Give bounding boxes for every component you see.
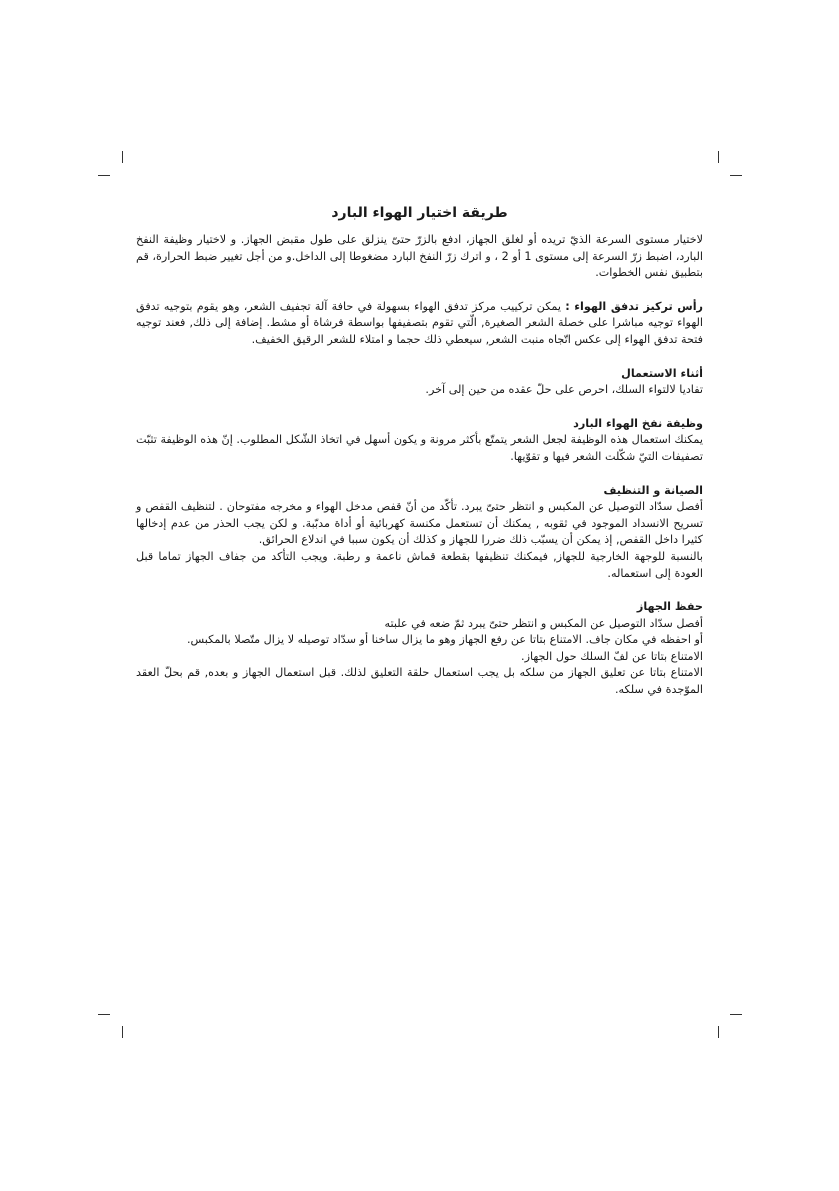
section-heading: أثناء الاستعمال bbox=[621, 366, 703, 380]
paragraph-text: الامتناع بتاتا عن لفّ السلك حول الجهاز. bbox=[521, 649, 703, 663]
paragraph-text: يمكنك استعمال هذه الوظيفة لجعل الشعر يتمتّع بأكثر مرونة و يكون أسهل في اتخاذ الشّكل المطلوب. إنّ هذه الوظيفة تثبّت تصفيفات التيّ شكّلت الشعر فيها و تقوّيها. bbox=[136, 433, 703, 463]
paragraph bbox=[136, 432, 703, 465]
paragraph-lead: رأس تركيز تدفق الهواء : bbox=[565, 299, 703, 313]
document-section bbox=[136, 483, 703, 583]
paragraph-text: يمكن تركييب مركز تدفق الهواء بسهولة في حافة آلة تجفيف الشعر، وهو يقوم بتوجيه تدفق الهواء توجيه مباشرا على خصلة الشعر الصغيرة, الّتي تقوم بتصفيفها بواسطة فرشاة أو مشط. إضافة إلى ذلك, فعند توجيه فتحة تدفق الهواء إلى عكس اتّجاه منبت الشعر, سيعطي ذلك حجما و امتلاء للشعر الرقيق الخفيف. bbox=[136, 299, 703, 346]
paragraph bbox=[136, 632, 703, 649]
crop-mark-top-left-vertical bbox=[122, 151, 123, 163]
crop-mark-top-left-horizontal bbox=[98, 175, 110, 176]
page-title: طريقة اختيار الهواء البارد bbox=[331, 205, 508, 221]
crop-mark-bottom-left-horizontal bbox=[98, 1014, 110, 1015]
paragraph-text: بالنسبة للوجهة الخارجية للجهاز, فيمكنك تنظيفها بقطعة قماش ناعمة و رطبة. ويجب التأكد من جفاف الجهاز تماما قبل العودة إلى استعماله. bbox=[136, 549, 703, 580]
crop-mark-top-right-vertical bbox=[718, 151, 719, 163]
paragraph bbox=[136, 549, 703, 582]
paragraph bbox=[136, 232, 703, 282]
section-heading: الصيانة و التنظيف bbox=[603, 483, 703, 497]
paragraph bbox=[136, 649, 703, 666]
document-section bbox=[136, 599, 703, 699]
paragraph bbox=[136, 499, 703, 549]
section-heading: وظيفة نفخ الهواء البارد bbox=[573, 416, 703, 430]
paragraph-text: تفاديا لالتواء السلك، احرص على حلّ عقده من حين إلى آخر. bbox=[425, 383, 703, 397]
paragraph-text: الامتناع بتاتا عن تعليق الجهاز من سلكه بل يجب استعمال حلقة التعليق لذلك. قبل استعمال الجهاز و بعده, قم بحلّ العقد الموّجدة في سلكه. bbox=[136, 666, 703, 697]
paragraph-text: لاختيار مستوى السرعة الذيّ تريده أو لغلق الجهاز، ادفع بالزرّ حتىّ ينزلق على طول مقبض الجهاز. و لاختيار وظيفة النفخ البارد، اضبط زرّ السرعة إلى مستوى 1 أو 2 ، و اترك زرّ النفخ البارد مضغوطا إلى الداخل.و من أجل تغيير ضبط الحرارة، قم بتطبيق نفس الخطوات. bbox=[136, 233, 703, 280]
document-section bbox=[136, 416, 703, 466]
paragraph-text: أفصل سدّاد التوصيل عن المكبس و انتظر حتىّ يبرد ثمّ ضعه في علبته bbox=[384, 616, 703, 630]
document-body bbox=[136, 203, 703, 716]
paragraph bbox=[136, 382, 703, 399]
sections-container bbox=[136, 232, 703, 699]
document-section bbox=[136, 232, 703, 282]
crop-mark-bottom-left-vertical bbox=[122, 1026, 123, 1038]
paragraph bbox=[136, 616, 703, 633]
crop-mark-top-right-horizontal bbox=[730, 175, 742, 176]
section-heading: حفظ الجهاز bbox=[636, 600, 703, 614]
paragraph bbox=[136, 299, 703, 349]
document-section bbox=[136, 299, 703, 349]
paragraph-text: أو احفظه في مكان جاف. الامتناع بتاتا عن رفع الجهاز وهو ما يزال ساخنا أو سدّاد توصيله لا يزال متّصلا بالمكبس. bbox=[186, 633, 703, 647]
paragraph bbox=[136, 665, 703, 698]
crop-mark-bottom-right-horizontal bbox=[730, 1014, 742, 1015]
document-section bbox=[136, 366, 703, 399]
crop-mark-bottom-right-vertical bbox=[718, 1026, 719, 1038]
paragraph-text: أفصل سدّاد التوصيل عن المكبس و انتظر حتىّ يبرد. تأكّد من أنّ قفص مدخل الهواء و مخرجه مفتوحان . لتنظيف القفص و تسريح الانسداد الموجود في ثقوبه , يمكنك أن تستعمل مكنسة كهربائية أو أداة مدبّبة. و لكن يجب الحذر من عدم إدخالها كثيرا داخل القفص, إذ يمكن أن يسبّب ذلك ضررا للجهاز و كذلك أن يكون سببا في اندلاع الحرائق. bbox=[136, 500, 703, 547]
